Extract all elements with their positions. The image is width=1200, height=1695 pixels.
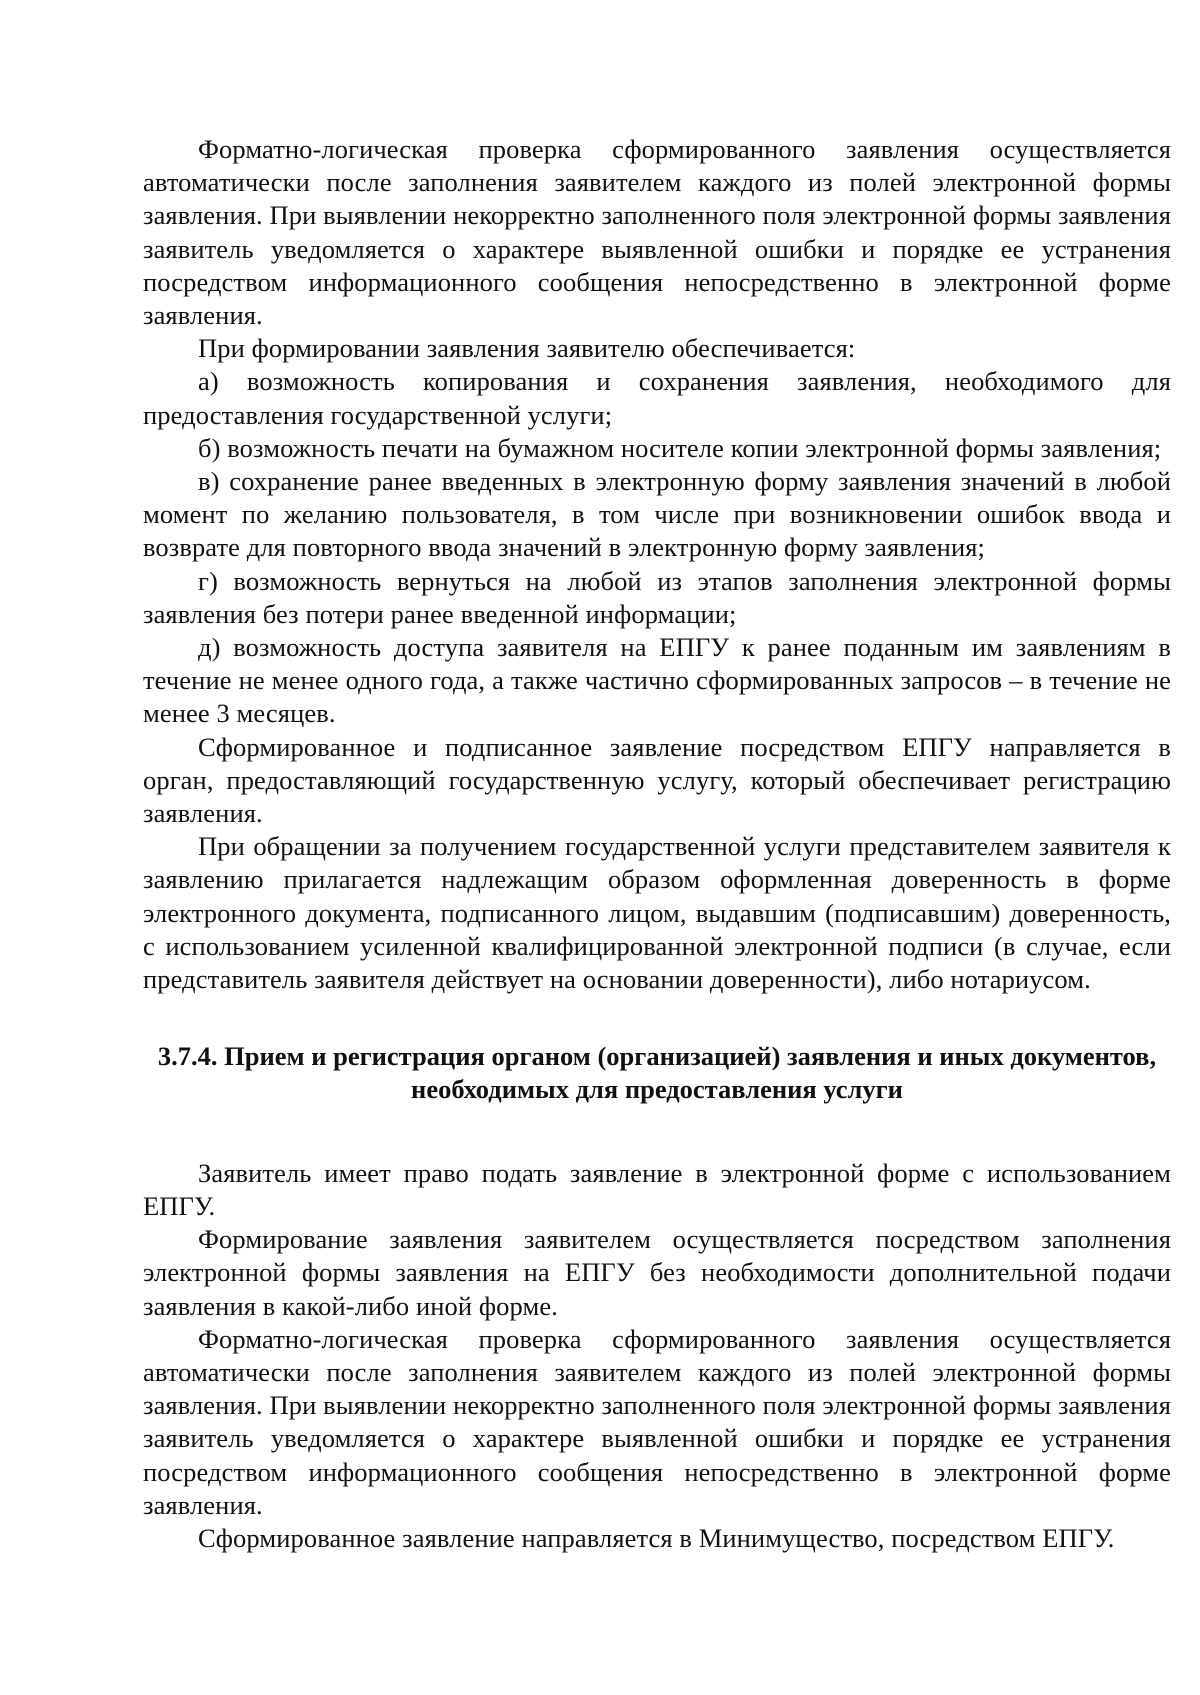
paragraph-list-item-b: б) возможность печати на бумажном носителе копии электронной формы заявления; [198,432,1162,463]
paragraph-list-item-d: д) возможность доступа заявителя на ЕПГУ к ранее поданным им заявлениям в течение не менее одного года, а также частично сформированных запросов – в течение не менее 3 месяцев. [143,632,1171,729]
text-block-upper [143,133,1171,996]
paragraph-list-item-g: г) возможность вернуться на любой из этапов заполнения электронной формы заявления без потери ранее введенной информации; [143,565,1171,629]
paragraph-list-item-a: а) возможность копирования и сохранения заявления, необходимого для предоставления государственной услуги; [143,366,1171,430]
paragraph: Сформированное заявление направляется в Минимущество, посредством ЕПГУ. [198,1522,1115,1553]
paragraph: Форматно-логическая проверка сформированного заявления осуществляется автоматически после заполнения заявителем каждого из полей электронной формы заявления. При выявлении некорректно заполненного поля электронной формы заявления заявитель уведомляется о характере выявленной ошибки и порядке ее устранения посредством информационного сообщения непосредственно в электронной форме заявления. [143,134,1171,331]
paragraph: При формировании заявления заявителю обеспечивается: [198,333,856,364]
paragraph: Сформированное и подписанное заявление посредством ЕПГУ направляется в орган, предоставляющий государственную услугу, который обеспечивает регистрацию заявления. [143,731,1171,829]
paragraph: Форматно-логическая проверка сформированного заявления осуществляется автоматически после заполнения заявителем каждого из полей электронной формы заявления. При выявлении некорректно заполненного поля электронной формы заявления заявитель уведомляется о характере выявленной ошибки и порядке ее устранения посредством информационного сообщения непосредственно в электронной форме заявления. [143,1323,1171,1520]
paragraph-list-item-v: в) сохранение ранее введенных в электронную форму заявления значений в любой момент по желанию пользователя, в том числе при возникновении ошибок ввода и возврате для повторного ввода значений в электронную форму заявления; [143,466,1171,563]
paragraph: При обращении за получением государственной услуги представителем заявителя к заявлению прилагается надлежащим образом оформленная доверенность в форме электронного документа, подписанного лицом, выдавшим (подписавшим) доверенность, с использованием усиленной квалифицированной электронной подписи (в случае, если представитель заявителя действует на основании доверенности), либо нотариусом. [143,831,1171,995]
text-block-lower [143,1157,1171,1555]
paragraph: Заявитель имеет право подать заявление в электронной форме с использованием ЕПГУ. [143,1157,1171,1221]
paragraph: Формирование заявления заявителем осуществляется посредством заполнения электронной формы заявления на ЕПГУ без необходимости дополнительной подачи заявления в какой-либо иной форме. [143,1224,1171,1321]
section-heading: 3.7.4. Прием и регистрация органом (организацией) заявления и иных документов, необходимых для предоставления услуги [157,1041,1157,1105]
